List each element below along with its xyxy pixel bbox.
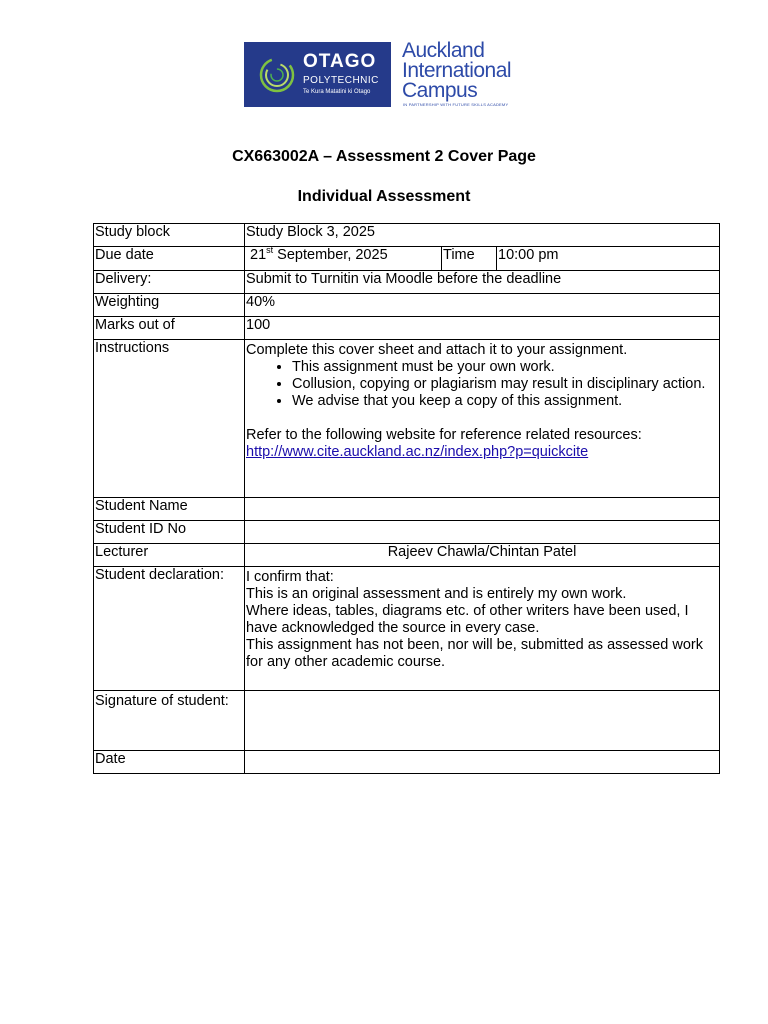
due-date-label: Due date (94, 247, 245, 271)
instructions-bullet: • This assignment must be your own work. (292, 359, 718, 376)
page-title: CX663002A – Assessment 2 Cover Page (232, 148, 536, 165)
row-date (94, 751, 720, 774)
row-due-date (94, 247, 720, 271)
institution-logo (244, 39, 534, 110)
student-id-label: Student ID No (94, 521, 245, 544)
time-value: 10:00 pm (498, 247, 559, 263)
instructions-intro: Complete this cover sheet and attach it to your assignment. (246, 342, 628, 358)
row-weighting (94, 294, 720, 317)
instructions-label: Instructions (94, 340, 245, 498)
student-id-field[interactable] (245, 521, 720, 544)
page-subtitle: Individual Assessment (297, 188, 471, 205)
declaration-line: I confirm that: (246, 569, 334, 585)
study-block-label: Study block (94, 224, 245, 247)
instructions-bullet: • We advise that you keep a copy of this assignment. (292, 393, 718, 410)
study-block-value: Study Block 3, 2025 (245, 224, 720, 247)
due-month-year: September, 2025 (273, 247, 388, 263)
delivery-value: Submit to Turnitin via Moodle before the deadline (245, 271, 720, 294)
weighting-value: 40% (245, 294, 720, 317)
campus-line-2: International (402, 59, 512, 82)
marks-label: Marks out of (94, 317, 245, 340)
declaration-line: This assignment has not been, nor will be, submitted as assessed work for any other academic course. (246, 637, 703, 670)
otago-title: OTAGO (303, 51, 377, 72)
row-study-block (94, 224, 720, 247)
declaration-label: Student declaration: (94, 567, 245, 691)
signature-field[interactable] (245, 691, 720, 751)
date-label: Date (94, 751, 245, 774)
row-marks (94, 317, 720, 340)
lecturer-value: Rajeev Chawla/Chintan Patel (245, 544, 720, 567)
swirl-logo-icon (244, 42, 304, 107)
otago-subtitle: POLYTECHNIC (303, 75, 379, 86)
row-declaration (94, 567, 720, 691)
campus-line-3: Campus (402, 79, 478, 102)
due-date-value (246, 247, 442, 270)
instructions-bullet: • Collusion, copying or plagiarism may result in disciplinary action. (292, 376, 718, 393)
otago-polytechnic-logo (244, 42, 391, 107)
cover-table (93, 223, 720, 774)
student-name-field[interactable] (245, 498, 720, 521)
instructions-refer: Refer to the following website for reference related resources: (246, 427, 642, 443)
row-instructions (94, 340, 720, 498)
instructions-cell (245, 340, 720, 498)
row-lecturer (94, 544, 720, 567)
marks-value: 100 (245, 317, 720, 340)
row-student-id (94, 521, 720, 544)
otago-maori-name: Te Kura Matatini ki Otago (303, 89, 371, 95)
weighting-label: Weighting (94, 294, 245, 317)
time-label: Time (442, 247, 497, 270)
declaration-cell (245, 567, 720, 691)
row-signature (94, 691, 720, 751)
due-date-inner-table (246, 247, 718, 270)
declaration-line: This is an original assessment and is entirely my own work. (246, 586, 627, 602)
student-name-label: Student Name (94, 498, 245, 521)
date-field[interactable] (245, 751, 720, 774)
campus-line-1: Auckland (402, 39, 485, 62)
row-student-name (94, 498, 720, 521)
due-day: 21 (250, 247, 267, 263)
lecturer-label: Lecturer (94, 544, 245, 567)
row-delivery (94, 271, 720, 294)
due-day-suffix: st (266, 245, 274, 256)
reference-link[interactable]: http://www.cite.auckland.ac.nz/index.php?p=quickcite (246, 444, 589, 460)
signature-label: Signature of student: (94, 691, 245, 751)
declaration-line: Where ideas, tables, diagrams etc. of other writers have been used, I have acknowledged the source in every case. (246, 603, 689, 636)
delivery-label: Delivery: (94, 271, 245, 294)
instructions-list (246, 359, 718, 410)
campus-partner-text: IN PARTNERSHIP WITH FUTURE SKILLS ACADEMY (403, 102, 509, 107)
